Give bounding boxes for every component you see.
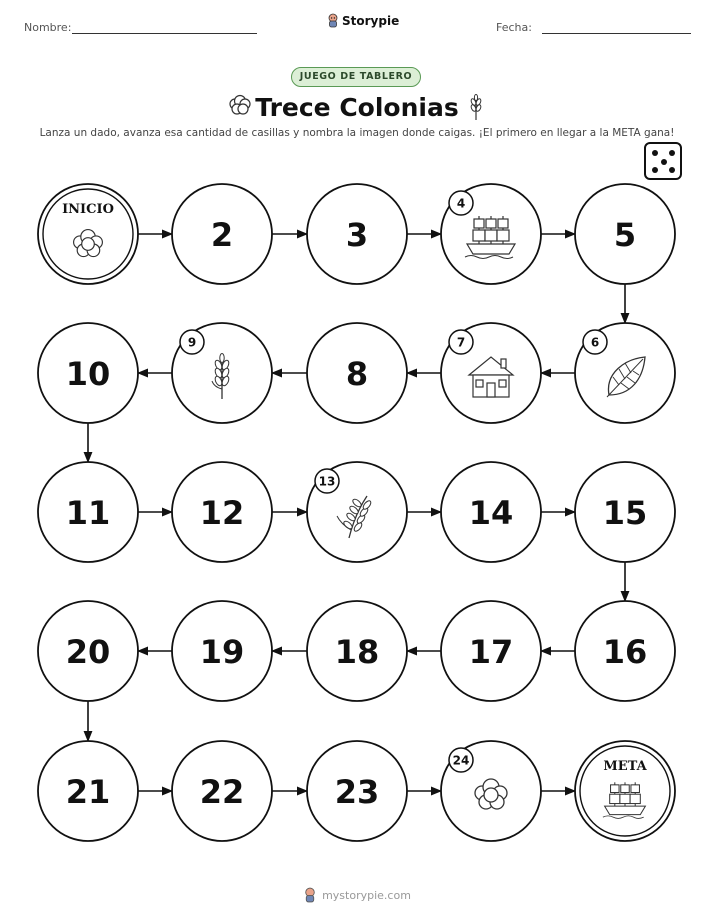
space-number: 20 [65,633,111,671]
board-space-8 [307,323,407,423]
space-number: 5 [613,216,637,254]
space-number: 13 [318,474,336,489]
board-space-12 [172,462,272,562]
space-number: 15 [602,494,648,532]
footer-url[interactable]: mystorypie.com [322,888,411,902]
space-number: 14 [468,494,514,532]
space-number: 19 [199,633,245,671]
board-space-17 [441,601,541,701]
space-number: 11 [65,494,111,532]
board-space-21 [38,741,138,841]
board-space-3 [307,184,407,284]
space-number: 21 [65,773,111,811]
space-number: 3 [345,216,369,254]
board-space-25 [575,741,675,841]
board-space-6 [575,323,675,423]
space-number: 10 [65,355,111,393]
space-number: 23 [334,773,380,811]
space-number: 9 [187,335,197,350]
space-number: 7 [456,335,466,350]
board-space-10 [38,323,138,423]
board-space-7 [441,323,541,423]
board-space-5 [575,184,675,284]
board-space-19 [172,601,272,701]
board-space-18 [307,601,407,701]
space-number: 18 [334,633,380,671]
start-label: INICIO [62,202,114,217]
board-space-4 [441,184,541,284]
space-number: 4 [456,196,466,211]
board-space-20 [38,601,138,701]
mascot-icon [303,887,317,903]
finish-label: META [603,759,647,774]
space-number: 8 [345,355,369,393]
footer [0,887,714,903]
board-space-15 [575,462,675,562]
board-space-11 [38,462,138,562]
board-space-2 [172,184,272,284]
space-number: 2 [210,216,234,254]
game-type-badge: JUEGO DE TABLERO [291,67,421,87]
page-title: Trece Colonias [255,93,459,122]
name-label: Nombre: [24,21,72,34]
space-number: 12 [199,494,245,532]
space-number: 6 [590,335,600,350]
brand-name: Storypie [342,13,400,28]
board-space-24 [441,741,541,841]
board-space-16 [575,601,675,701]
board-space-9 [172,323,272,423]
space-number: 17 [468,633,514,671]
board-space-22 [172,741,272,841]
date-label: Fecha: [496,21,532,34]
space-number: 16 [602,633,648,671]
space-number: 22 [199,773,245,811]
space-number: 24 [452,753,470,768]
board-space-1 [38,184,138,284]
board-space-14 [441,462,541,562]
instructions-text: Lanza un dado, avanza esa cantidad de casillas y nombra la imagen donde caigas. ¡El primero en llegar a la META gana! [39,127,675,139]
board-space-23 [307,741,407,841]
board-space-13 [307,462,407,562]
